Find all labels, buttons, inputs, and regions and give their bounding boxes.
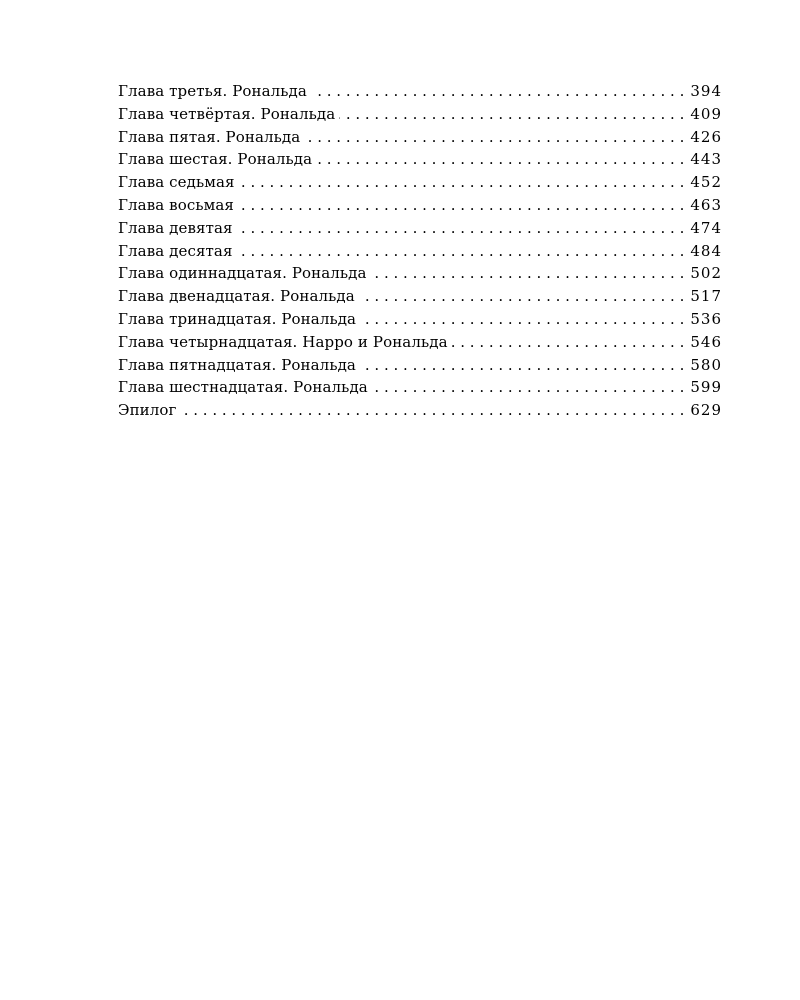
toc-dot-leader <box>359 285 685 308</box>
toc-entry-page: 426 <box>690 127 722 146</box>
toc-entry-title: Глава шестнадцатая. Рональда <box>118 378 368 397</box>
toc-entry-title: Глава четырнадцатая. Нарро и Рональда <box>118 332 448 351</box>
toc-entry <box>118 80 722 103</box>
toc-entry <box>118 354 722 377</box>
toc-entry <box>118 194 722 217</box>
toc-dot-leader <box>237 217 685 240</box>
toc-entry-title: Глава тринадцатая. Рональда <box>118 309 357 328</box>
toc-entry-page: 536 <box>690 309 722 328</box>
toc-entry <box>118 308 722 331</box>
toc-entry-title: Глава шестая. Рональда <box>118 150 313 169</box>
toc-entry-title: Глава четвёртая. Рональда <box>118 104 336 123</box>
toc-entry-page: 629 <box>690 401 722 420</box>
toc-entry-title: Эпилог <box>118 401 177 420</box>
toc-entry-title: Глава одиннадцатая. Рональда <box>118 264 367 283</box>
toc-dot-leader <box>304 126 684 149</box>
toc-entry <box>118 171 722 194</box>
toc-entry-page: 484 <box>690 241 722 260</box>
toc-entry <box>118 399 722 422</box>
table-of-contents <box>118 80 722 422</box>
toc-entry-page: 463 <box>690 195 722 214</box>
toc-entry <box>118 126 722 149</box>
toc-entry-title: Глава пятая. Рональда <box>118 127 301 146</box>
toc-entry-page: 580 <box>690 355 722 374</box>
toc-entry-page: 443 <box>690 150 722 169</box>
toc-entry <box>118 262 722 285</box>
toc-entry <box>118 217 722 240</box>
toc-dot-leader <box>311 80 684 103</box>
toc-entry-title: Глава девятая <box>118 218 233 237</box>
toc-dot-leader <box>360 354 684 377</box>
toc-entry <box>118 285 722 308</box>
toc-entry-page: 502 <box>690 264 722 283</box>
toc-entry-page: 546 <box>690 332 722 351</box>
toc-dot-leader <box>360 308 684 331</box>
toc-entry-title: Глава восьмая <box>118 195 234 214</box>
toc-dot-leader <box>372 376 685 399</box>
toc-entry <box>118 376 722 399</box>
toc-entry-title: Глава десятая <box>118 241 233 260</box>
toc-dot-leader <box>181 399 685 422</box>
toc-dot-leader <box>238 194 684 217</box>
toc-dot-leader <box>452 331 685 354</box>
toc-entry-title: Глава пятнадцатая. Рональда <box>118 355 356 374</box>
toc-entry-page: 517 <box>690 287 722 306</box>
toc-entry <box>118 331 722 354</box>
toc-entry-page: 394 <box>690 82 722 100</box>
toc-entry-page: 409 <box>690 104 722 123</box>
toc-entry-title: Глава седьмая <box>118 173 235 192</box>
toc-dot-leader <box>239 171 685 194</box>
toc-entry <box>118 103 722 126</box>
toc-entry-title: Глава третья. Рональда <box>118 82 307 100</box>
toc-entry <box>118 148 722 171</box>
toc-dot-leader <box>316 148 684 171</box>
toc-dot-leader <box>339 103 684 126</box>
toc-entry-page: 474 <box>690 218 722 237</box>
toc-entry-page: 452 <box>690 173 722 192</box>
toc-entry-page: 599 <box>690 378 722 397</box>
toc-entry <box>118 240 722 263</box>
toc-dot-leader <box>237 240 685 263</box>
toc-dot-leader <box>371 262 685 285</box>
toc-entry-title: Глава двенадцатая. Рональда <box>118 287 355 306</box>
